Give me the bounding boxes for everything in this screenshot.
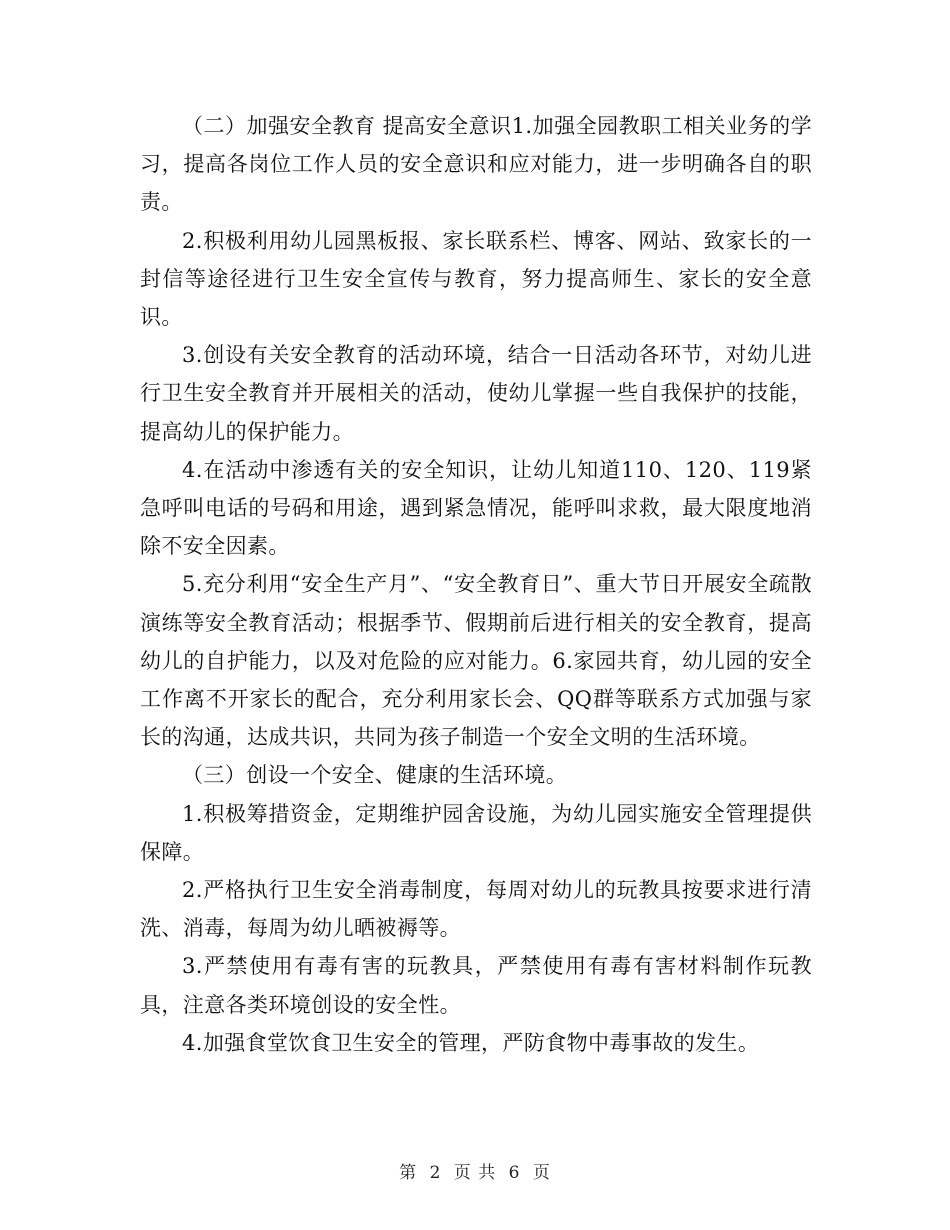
footer-middle: 页 共 [453,1163,497,1183]
paragraph-item-5-6: 5.充分利用“安全生产月”、“安全教育日”、重大节日开展安全疏散演练等安全教育活动；根据季节、假期前后进行相关的安全教育，提高幼儿的自护能力，以及对危险的应对能力。6.家园共育，幼儿园的安全工作离不开家长的配合，充分利用家长会、QQ群等联系方式加强与家长的沟通，达成共识，共同为孩子制造一个安全文明的生活环境。 [140,572,812,750]
paragraph-section-three-item-2: 2.严格执行卫生安全消毒制度，每周对幼儿的玩教具按要求进行清洗、消毒，每周为幼儿晒被褥等。 [140,878,812,941]
page-footer [0,1158,950,1183]
footer-suffix: 页 [532,1163,551,1183]
document-body [140,107,812,1062]
footer-prefix: 第 [399,1163,418,1183]
paragraph-section-three-item-4: 4.加强食堂饮食卫生安全的管理，严防食物中毒事故的发生。 [182,1030,760,1055]
footer-total-pages: 6 [508,1163,521,1183]
paragraph-section-three-item-3: 3.严禁使用有毒有害的玩教具，严禁使用有毒有害材料制作玩教具，注意各类环境创设的安全性。 [140,954,812,1017]
paragraph-section-two-item-1: （二）加强安全教育 提高安全意识1.加强全园教职工相关业务的学习，提高各岗位工作人员的安全意识和应对能力，进一步明确各自的职责。 [140,114,812,215]
paragraph-section-three-item-1: 1.积极筹措资金，定期维护园舍设施，为幼儿园实施安全管理提供保障。 [140,801,812,864]
paragraph-item-4: 4.在活动中渗透有关的安全知识，让幼儿知道110、120、119紧急呼叫电话的号码和用途，遇到紧急情况，能呼叫求救，最大限度地消除不安全因素。 [140,457,812,559]
footer-page-number: 2 [429,1163,442,1183]
paragraph-item-2: 2.积极利用幼儿园黑板报、家长联系栏、博客、网站、致家长的一封信等途径进行卫生安全宣传与教育，努力提高师生、家长的安全意识。 [140,228,812,330]
section-heading-three: （三）创设一个安全、健康的生活环境。 [182,763,568,788]
paragraph-item-3: 3.创设有关安全教育的活动环境，结合一日活动各环节，对幼儿进行卫生安全教育并开展相关的活动，使幼儿掌握一些自我保护的技能，提高幼儿的保护能力。 [140,343,812,444]
